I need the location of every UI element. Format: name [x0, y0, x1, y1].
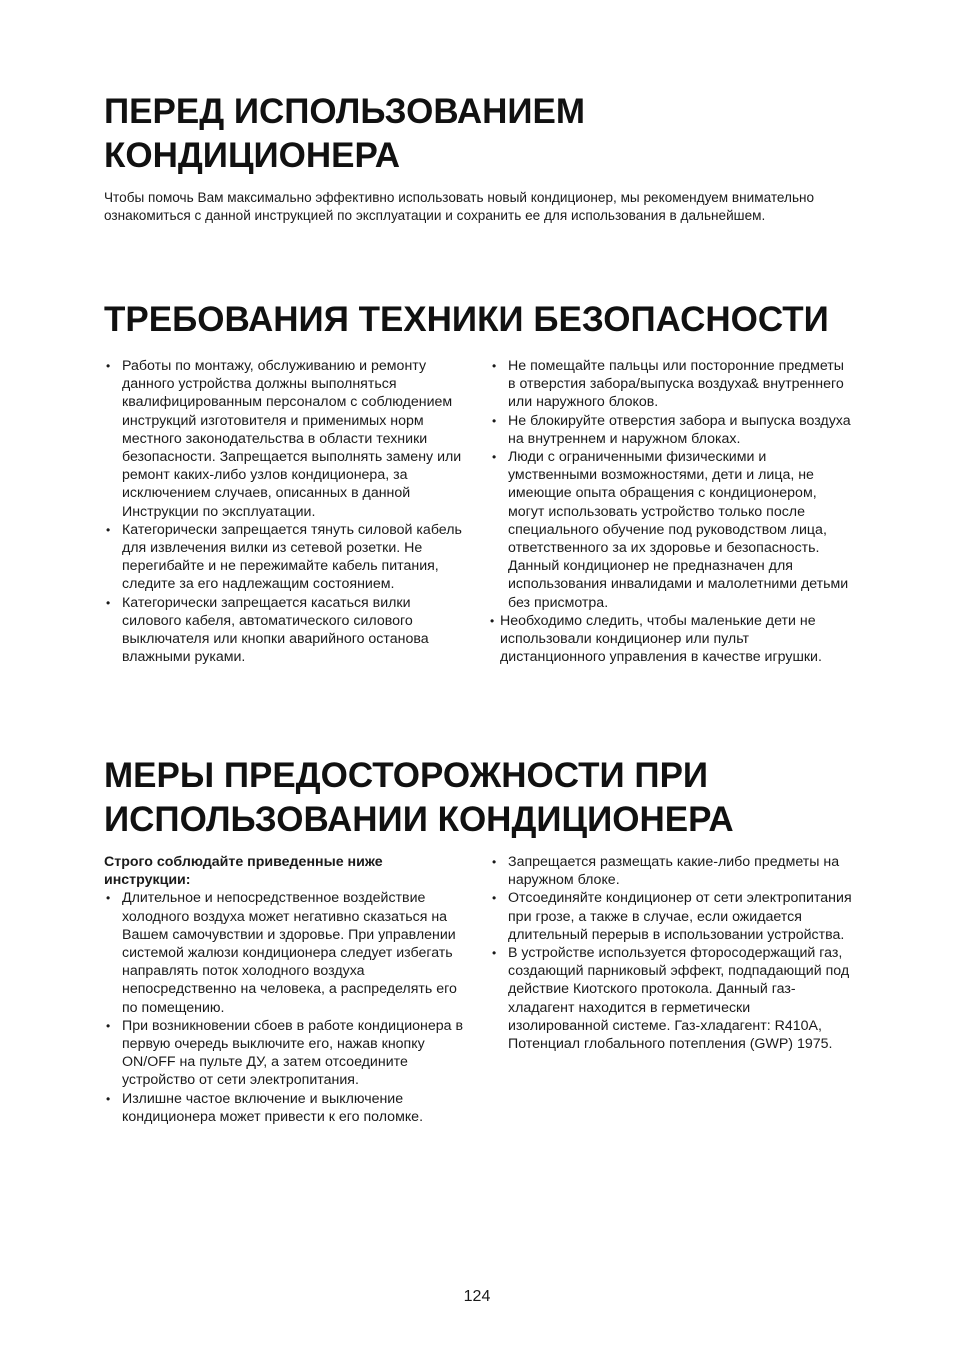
intro-paragraph: Чтобы помочь Вам максимально эффективно использовать новый кондиционер, мы рекомендуем внимательно ознакомиться с данной инструкцией по эксплуатации и сохранить ее для использования в дальнейшем.: [104, 190, 815, 223]
list-item: • Длительное и непосредственное воздействие холодного воздуха может негативно сказаться на Вашем самочувствии и здоровье. При управлении системой жалюзи кондиционера следует избегать направлять поток холодного воздуха непосредственно на человека, а распределять его по помещению.: [104, 889, 466, 1016]
list-item: • Необходимо следить, чтобы маленькие дети не использовали кондиционер или пульт дистанционного управления в качестве игрушки.: [490, 612, 852, 667]
page-number: 124: [463, 1288, 491, 1305]
list-item: • Категорически запрещается касаться вилки силового кабеля, автоматического силового выключателя или кнопки аварийного останова влажными руками.: [104, 594, 466, 667]
list-item: • Не блокируйте отверстия забора и выпуска воздуха на внутреннем и наружном блоках.: [490, 412, 852, 448]
list-item: • Работы по монтажу, обслуживанию и ремонту данного устройства должны выполняться квалифицированным персоналом с соблюдением инструкций изготовителя и применимых норм местного законодательства в области техники безопасности. Запрещается выполнять замену или ремонт каких-либо узлов кондиционера, за исключением случаев, описанных в данной Инструкции по эксплуатации.: [104, 357, 466, 521]
precautions-column-right: [490, 853, 852, 1053]
list-item: • Категорически запрещается тянуть силовой кабель для извлечения вилки из сетевой розетки. Не перегибайте и не пережимайте кабель питания, следите за его надлежащим состоянием.: [104, 521, 466, 594]
list-item: • Излишне частое включение и выключение кондиционера может привести к его поломке.: [104, 1090, 466, 1126]
title-line: МЕРЫ ПРЕДОСТОРОЖНОСТИ ПРИ: [104, 756, 709, 795]
safety-column-left: [104, 357, 466, 666]
section-title-precautions: [104, 754, 884, 842]
list-item: • Люди с ограниченными физическими и умственными возможностями, дети и лица, не имеющие опыта обращения с кондиционером, могут использовать устройство только после специального обучение под руководством лица, ответственного за их здоровье и безопасность. Данный кондиционер не предназначен для использования инвалидами и малолетними детьми без присмотра.: [490, 448, 852, 612]
safety-column-right: [490, 357, 852, 666]
precautions-column-left: [104, 853, 466, 1126]
list-item: • Отсоединяйте кондиционер от сети электропитания при грозе, а также в случае, если ожидается длительный перерыв в использовании устройства.: [490, 889, 852, 944]
list-item: • Запрещается размещать какие-либо предметы на наружном блоке.: [490, 853, 852, 889]
list-item: • Не помещайте пальцы или посторонние предметы в отверстия забора/выпуска воздуха& внутреннего или наружного блоков.: [490, 357, 852, 412]
section-title-before-use: [104, 90, 864, 178]
title-line: ИСПОЛЬЗОВАНИИ КОНДИЦИОНЕРА: [104, 800, 734, 839]
title-line: ПЕРЕД ИСПОЛЬЗОВАНИЕМ: [104, 92, 586, 131]
list-item: • В устройстве используется фторосодержащий газ, создающий парниковый эффект, подпадающий под действие Киотского протокола. Данный газ-хладагент находится в герметически изолированной системе. Газ-хладагент: R410A, Потенциал глобального потепления (GWP) 1975.: [490, 944, 852, 1053]
list-item: • При возникновении сбоев в работе кондиционера в первую очередь выключите его, нажав кнопку ON/OFF на пульте ДУ, а затем отсоедините устройство от сети электропитания.: [104, 1017, 466, 1090]
title-line: КОНДИЦИОНЕРА: [104, 136, 401, 175]
section-title-safety: ТРЕБОВАНИЯ ТЕХНИКИ БЕЗОПАСНОСТИ: [104, 300, 829, 339]
lead-text: Строго соблюдайте приведенные ниже инструкции:: [104, 854, 383, 889]
